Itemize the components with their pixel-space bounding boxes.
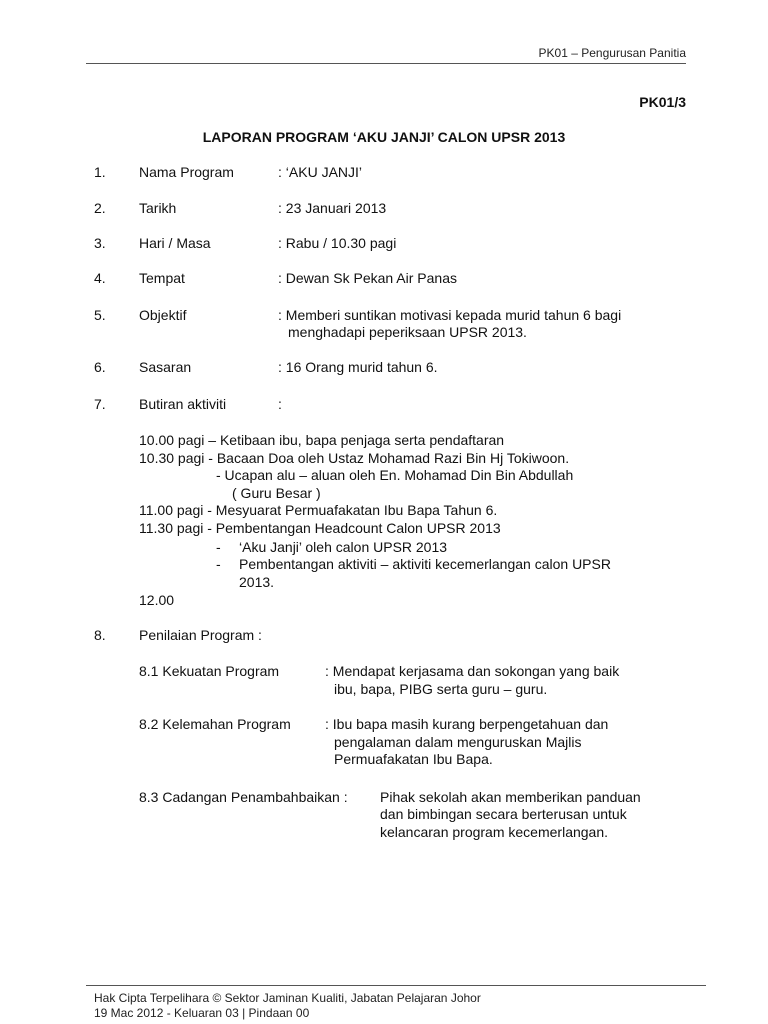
item-number: 6. <box>94 359 106 375</box>
item-number: 1. <box>94 164 106 180</box>
document-title: LAPORAN PROGRAM ‘AKU JANJI’ CALON UPSR 2013 <box>202 129 566 145</box>
subsection-label: 8.1 Kekuatan Program <box>139 663 280 679</box>
item-label: Tarikh <box>139 200 177 216</box>
item-label: Hari / Masa <box>139 235 211 251</box>
item-label: Nama Program <box>139 164 234 180</box>
subsection-label: 8.3 Cadangan Penambahbaikan : <box>139 789 348 805</box>
item-label: Sasaran <box>139 359 192 375</box>
footer-version: 19 Mac 2012 - Keluaran 03 | Pindaan 00 <box>94 1006 310 1020</box>
footer-divider <box>86 985 706 986</box>
item-value: : Rabu / 10.30 pagi <box>278 235 397 251</box>
subsection-label: 8.2 Kelemahan Program <box>139 716 291 732</box>
item-number: 4. <box>94 270 106 286</box>
subsection-text: : Ibu bapa masih kurang berpengetahuan dan <box>325 716 609 732</box>
subsection-text: dan bimbingan secara berterusan untuk <box>380 806 627 822</box>
item-value: : 16 Orang murid tahun 6. <box>278 359 438 375</box>
subsection-text: Pihak sekolah akan memberikan panduan <box>380 789 641 805</box>
footer-copyright: Hak Cipta Terpelihara © Sektor Jaminan Kualiti, Jabatan Pelajaran Johor <box>94 991 481 1005</box>
header-text: PK01 – Pengurusan Panitia <box>538 46 686 60</box>
item-value: : Memberi suntikan motivasi kepada murid tahun 6 bagi <box>278 307 622 323</box>
subsection-text: pengalaman dalam menguruskan Majlis <box>334 734 582 750</box>
item-label: Objektif <box>139 307 187 323</box>
activity-line: ‘Aku Janji’ oleh calon UPSR 2013 <box>239 539 448 555</box>
activity-line: Pembentangan aktiviti – aktiviti kecemerlangan calon UPSR <box>239 556 611 572</box>
item-label: Butiran aktiviti <box>139 396 227 412</box>
item-number: 5. <box>94 307 106 323</box>
activity-line: 10.00 pagi – Ketibaan ibu, bapa penjaga serta pendaftaran <box>139 432 505 448</box>
activity-bullet: - <box>216 539 221 555</box>
document-code: PK01/3 <box>639 94 686 110</box>
item-value: : ‘AKU JANJI’ <box>278 164 363 180</box>
item-number: 8. <box>94 627 106 643</box>
item-number: 2. <box>94 200 106 216</box>
header-divider <box>86 63 686 64</box>
activity-line: - Ucapan alu – aluan oleh En. Mohamad Din Bin Abdullah <box>216 467 574 483</box>
subsection-text: Permuafakatan Ibu Bapa. <box>334 751 493 767</box>
item-value-continued: menghadapi peperiksaan UPSR 2013. <box>288 324 527 340</box>
activity-line: ( Guru Besar ) <box>232 485 321 501</box>
activity-bullet: - <box>216 556 221 572</box>
activity-line: 11.00 pagi - Mesyuarat Permuafakatan Ibu Bapa Tahun 6. <box>139 502 498 518</box>
item-number: 3. <box>94 235 106 251</box>
item-number: 7. <box>94 396 106 412</box>
item-value: : 23 Januari 2013 <box>278 200 387 216</box>
activity-line: 12.00 <box>139 592 175 608</box>
subsection-text: : Mendapat kerjasama dan sokongan yang baik <box>325 663 620 679</box>
activity-line: 10.30 pagi - Bacaan Doa oleh Ustaz Mohamad Razi Bin Hj Tokiwoon. <box>139 450 570 466</box>
activity-line: 2013. <box>239 574 275 590</box>
item-label: Penilaian Program : <box>139 627 262 643</box>
item-label: Tempat <box>139 270 185 286</box>
activity-line: 11.30 pagi - Pembentangan Headcount Calon UPSR 2013 <box>139 520 501 536</box>
item-value: : <box>278 396 282 412</box>
subsection-text: kelancaran program kecemerlangan. <box>380 824 609 840</box>
subsection-text: ibu, bapa, PIBG serta guru – guru. <box>334 681 548 697</box>
item-value: : Dewan Sk Pekan Air Panas <box>278 270 457 286</box>
